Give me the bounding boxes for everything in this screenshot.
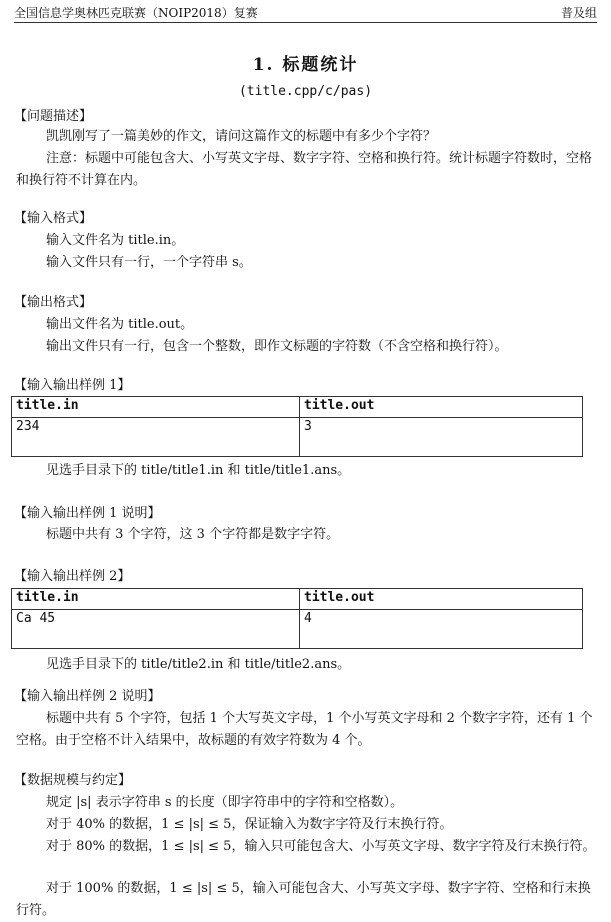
description-heading: 【问题描述】 bbox=[14, 109, 93, 124]
input-format-line-2: 输入文件只有一行，一个字符串 s。 bbox=[46, 255, 252, 270]
sample-2-heading: 【输入输出样例 2】 bbox=[14, 569, 131, 584]
sample-1-table bbox=[11, 396, 583, 457]
sample-1-data-row bbox=[12, 418, 583, 457]
page-header bbox=[14, 4, 597, 23]
sample-1-output-column: title.out bbox=[300, 397, 583, 418]
sample-2-header-row bbox=[12, 589, 583, 610]
sample-1-output: 3 bbox=[300, 418, 583, 457]
sample-1-heading: 【输入输出样例 1】 bbox=[14, 378, 131, 393]
sample-1-note: 见选手目录下的 title/title1.in 和 title/title1.ans。 bbox=[46, 463, 351, 478]
description-paragraph-1: 凯凯刚写了一篇美妙的作文，请问这篇作文的标题中有多少个字符？ bbox=[46, 129, 437, 144]
output-format-line-2: 输出文件只有一行，包含一个整数，即作文标题的字符数（不含空格和换行符）。 bbox=[46, 339, 508, 354]
problem-title: 1. 标题统计 bbox=[252, 55, 359, 75]
constraints-paragraph-2: 对于 40% 的数据，1 ≤ |s| ≤ 5，保证输入为数字字符及行末换行符。 bbox=[46, 817, 453, 832]
description-paragraph-2: 注意：标题中可能包含大、小写英文字母、数字字符、空格和换行符。统计标题字符数时，空格和换行符不计算在内。 bbox=[16, 151, 593, 188]
sample-2-explain-text: 标题中共有 5 个字符，包括 1 个大写英文字母，1 个小写英文字母和 2 个数字字符，还有 1 个空格。由于空格不计入结果中，故标题的有效字符数为 4 个。 bbox=[16, 711, 593, 748]
constraints-paragraph-3: 对于 80% 的数据，1 ≤ |s| ≤ 5，输入只可能包含大、小写英文字母、数字字符及行末换行符。 bbox=[46, 839, 596, 854]
sample-2-data-row bbox=[12, 610, 583, 649]
problem-source-files: (title.cpp/c/pas) bbox=[238, 84, 373, 99]
contest-group: 普及组 bbox=[560, 6, 597, 20]
sample-1-explain-text: 标题中共有 3 个字符，这 3 个字符都是数字字符。 bbox=[46, 527, 340, 542]
sample-1-header-row bbox=[12, 397, 583, 418]
contest-name: 全国信息学奥林匹克联赛（NOIP2018）复赛 bbox=[14, 6, 258, 20]
input-format-line-1: 输入文件名为 title.in。 bbox=[46, 233, 185, 248]
sample-2-note: 见选手目录下的 title/title2.in 和 title/title2.ans。 bbox=[46, 657, 351, 672]
constraints-paragraph-4: 对于 100% 的数据，1 ≤ |s| ≤ 5，输入可能包含大、小写英文字母、数字字符、空格和行末换行符。 bbox=[16, 881, 591, 918]
sample-2-table bbox=[11, 588, 583, 649]
input-format-heading: 【输入格式】 bbox=[14, 211, 93, 226]
sample-2-output-column: title.out bbox=[300, 589, 583, 610]
output-format-line-1: 输出文件名为 title.out。 bbox=[46, 317, 194, 332]
output-format-heading: 【输出格式】 bbox=[14, 295, 93, 310]
sample-1-input: 234 bbox=[12, 418, 300, 457]
constraints-paragraph-1: 规定 |s| 表示字符串 s 的长度（即字符串中的字符和空格数）。 bbox=[46, 795, 404, 810]
sample-1-input-column: title.in bbox=[12, 397, 300, 418]
sample-2-input: Ca 45 bbox=[12, 610, 300, 649]
sample-2-input-column: title.in bbox=[12, 589, 300, 610]
constraints-heading: 【数据规模与约定】 bbox=[14, 773, 132, 788]
sample-2-output: 4 bbox=[300, 610, 583, 649]
sample-2-explain-heading: 【输入输出样例 2 说明】 bbox=[14, 689, 161, 704]
sample-1-explain-heading: 【输入输出样例 1 说明】 bbox=[14, 506, 161, 521]
